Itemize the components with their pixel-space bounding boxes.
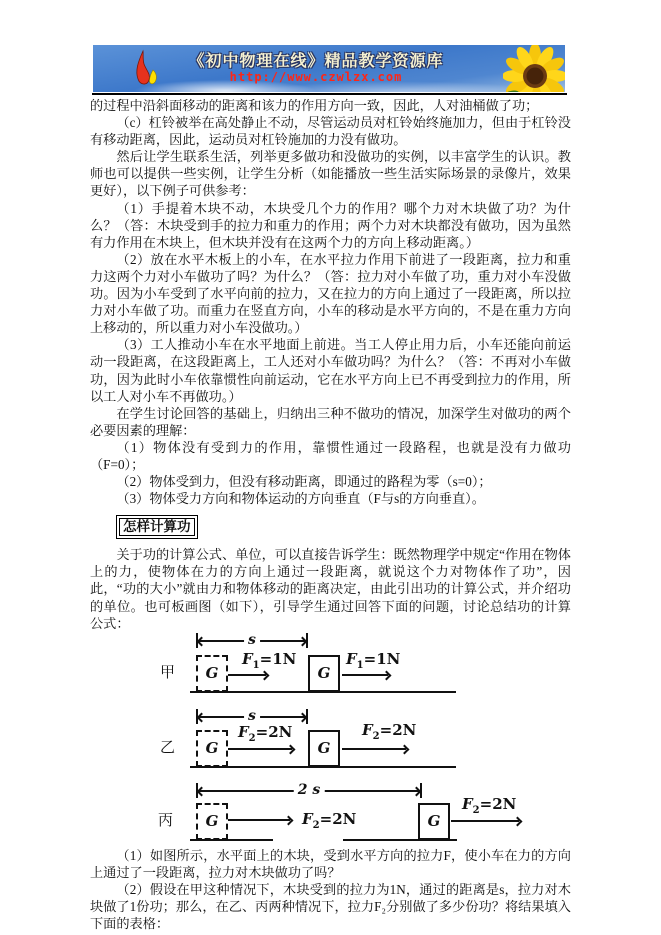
site-banner — [93, 45, 565, 92]
paragraph-question-1: （1）如图所示，水平面上的木块，受到水平方向的拉力F，使小车在力的方向上通过了一段距离，拉力对木块做功了吗？ — [90, 847, 571, 880]
paragraph-example-3: （3）工人推动小车在水平地面上前进。当工人停止用力后，小车还能向前运动一段距离，在这段距离上，工人还对小车做功吗？为什么？（答：不再对小车做功，因为此时小车依靠惯性向前运动，它在水平方向上已不再受到拉力的作用，所以工人对小车不再做功。） — [90, 337, 571, 404]
force-arrow-jia-left — [228, 669, 268, 680]
distance-measure-bing — [196, 783, 422, 798]
force-label-yi-left: $F_2=2N$ — [238, 722, 293, 744]
ground-line-jia — [190, 691, 456, 693]
row-label-jia: 甲 — [160, 664, 176, 681]
row-label-bing: 丙 — [158, 812, 174, 829]
distance-label: s — [244, 707, 260, 725]
block-initial-jia — [196, 655, 228, 692]
document-body — [90, 97, 571, 932]
site-title: 《初中物理在线》精品教学资源库 — [188, 53, 444, 70]
weight-label: G — [317, 739, 331, 758]
banner-divider — [92, 93, 567, 95]
row-label-yi: 乙 — [160, 739, 176, 756]
section-heading-how-to-calculate-work: 怎样计算功 — [116, 515, 198, 539]
paragraph-method: 关于功的计算公式、单位，可以直接告诉学生：既然物理学中规定“作用在物体上的力，使物体在力的方向上通过一段距离，就说这个力对物体作了功”，因此，“功的大小”就由力和物体移动的距离决定，由此引出功的计算公式，并介绍功的单位。也可板画图（如下），引导学生通过回答下面的问题，讨论总结功的计算公式： — [90, 547, 571, 631]
paragraph-question-2: （2）假设在甲这种情况下，木块受到的拉力为1N，通过的距离是s，拉力对木块做了1份功；那么，在乙、丙两种情况下，拉力F₂分别做了多少份功？将结果填入下面的表格： — [90, 881, 571, 932]
force-label-jia-right: $F_1=1N$ — [346, 649, 401, 671]
arrowhead-right-icon — [286, 744, 296, 754]
site-url-link[interactable]: http://www.czwlzx.com — [229, 70, 403, 84]
arrowhead-right-icon — [382, 670, 392, 680]
arrowhead-left-icon — [197, 636, 207, 646]
weight-label: G — [205, 664, 219, 683]
force-label-bing-right: $F_2=2N$ — [462, 794, 517, 816]
paragraph-oil-drum: 的过程中沿斜面移动的距离和该力的作用方向一致，因此，人对油桶做了功； — [90, 98, 539, 113]
distance-measure-yi — [196, 709, 308, 724]
arrowhead-right-icon — [513, 816, 523, 826]
ground-line-yi — [190, 766, 456, 768]
distance-measure-jia — [196, 633, 308, 648]
force-arrow-yi-right — [342, 743, 408, 754]
paragraph-example-1: （1）手提着木块不动，木块受几个力的作用？哪个力对木块做了功？为什么？（答：木块受到手的拉力和重力的作用；两个力对木块都没有做功，因为虽然有力作用在木块上，但木块并没有在这两个力的方向上移动距离。） — [90, 200, 571, 250]
work-calculation-diagram — [90, 633, 570, 845]
arrowhead-left-icon — [197, 712, 207, 722]
paragraph-case-f0: （1）物体没有受到力的作用，靠惯性通过一段路程，也就是没有力做功（F=0）； — [90, 439, 571, 472]
arrowhead-left-icon — [197, 786, 207, 796]
ground-line-bing-right — [343, 839, 457, 841]
force-arrow-jia-right — [342, 669, 390, 680]
force-arrow-bing-right — [451, 815, 521, 826]
sunflower-icon — [503, 45, 565, 92]
block-final-jia — [308, 655, 340, 692]
block-final-bing — [418, 803, 450, 840]
block-initial-yi — [196, 730, 228, 767]
paragraph-barbell: （c）杠铃被举在高处静止不动，尽管运动员对杠铃始终施加力，但由于杠铃没有移动距离，因此，运动员对杠铃施加的力没有做功。 — [90, 115, 571, 148]
distance-label: 2 s — [294, 781, 325, 799]
ground-line-bing-left — [190, 839, 273, 841]
weight-label: G — [205, 812, 219, 831]
arrowhead-right-icon — [284, 815, 294, 825]
paragraph-example-2: （2）放在水平木板上的小车，在水平拉力作用下前进了一段距离，拉力和重力这两个力对小车做功了吗？为什么？（答：拉力对小车做了功，重力对小车没做功。因为小车受到了水平向前的拉力，又在拉力的方向上通过了一段距离，所以拉力对小车做了功。而重力在竖直方向，小车的移动是水平方向的，不是在重力方向上移动的，所以重力对小车没做功。） — [90, 251, 571, 336]
force-label-bing-left: $F_2=2N$ — [302, 809, 357, 831]
force-label-yi-right: $F_2=2N$ — [362, 720, 417, 742]
distance-label: s — [244, 631, 260, 649]
force-arrow-bing-left — [228, 814, 292, 825]
force-arrow-yi-left — [228, 743, 294, 754]
block-initial-bing — [196, 803, 228, 840]
block-final-yi — [308, 730, 340, 767]
weight-label: G — [317, 664, 331, 683]
weight-label: G — [205, 739, 219, 758]
paragraph-summary-intro: 在学生讨论回答的基础上，归纳出三种不做功的情况，加深学生对做功的两个必要因素的理解： — [90, 405, 571, 438]
arrowhead-right-icon — [260, 670, 270, 680]
arrowhead-right-icon — [400, 744, 410, 754]
force-label-jia-left: $F_1=1N$ — [242, 649, 297, 671]
weight-label: G — [427, 812, 441, 831]
paragraph-case-s0: （2）物体受到力，但没有移动距离，即通过的路程为零（s=0）； — [116, 474, 492, 490]
paragraph-case-perpendicular: （3）物体受力方向和物体运动的方向垂直（F与s的方向垂直）。 — [116, 491, 485, 507]
paragraph-examples-intro: 然后让学生联系生活，列举更多做功和没做功的实例，以丰富学生的认识。教师也可以提供一些实例，让学生分析（如能播放一些生活实际场景的录像片，效果更好），以下例子可供参考： — [90, 149, 571, 199]
